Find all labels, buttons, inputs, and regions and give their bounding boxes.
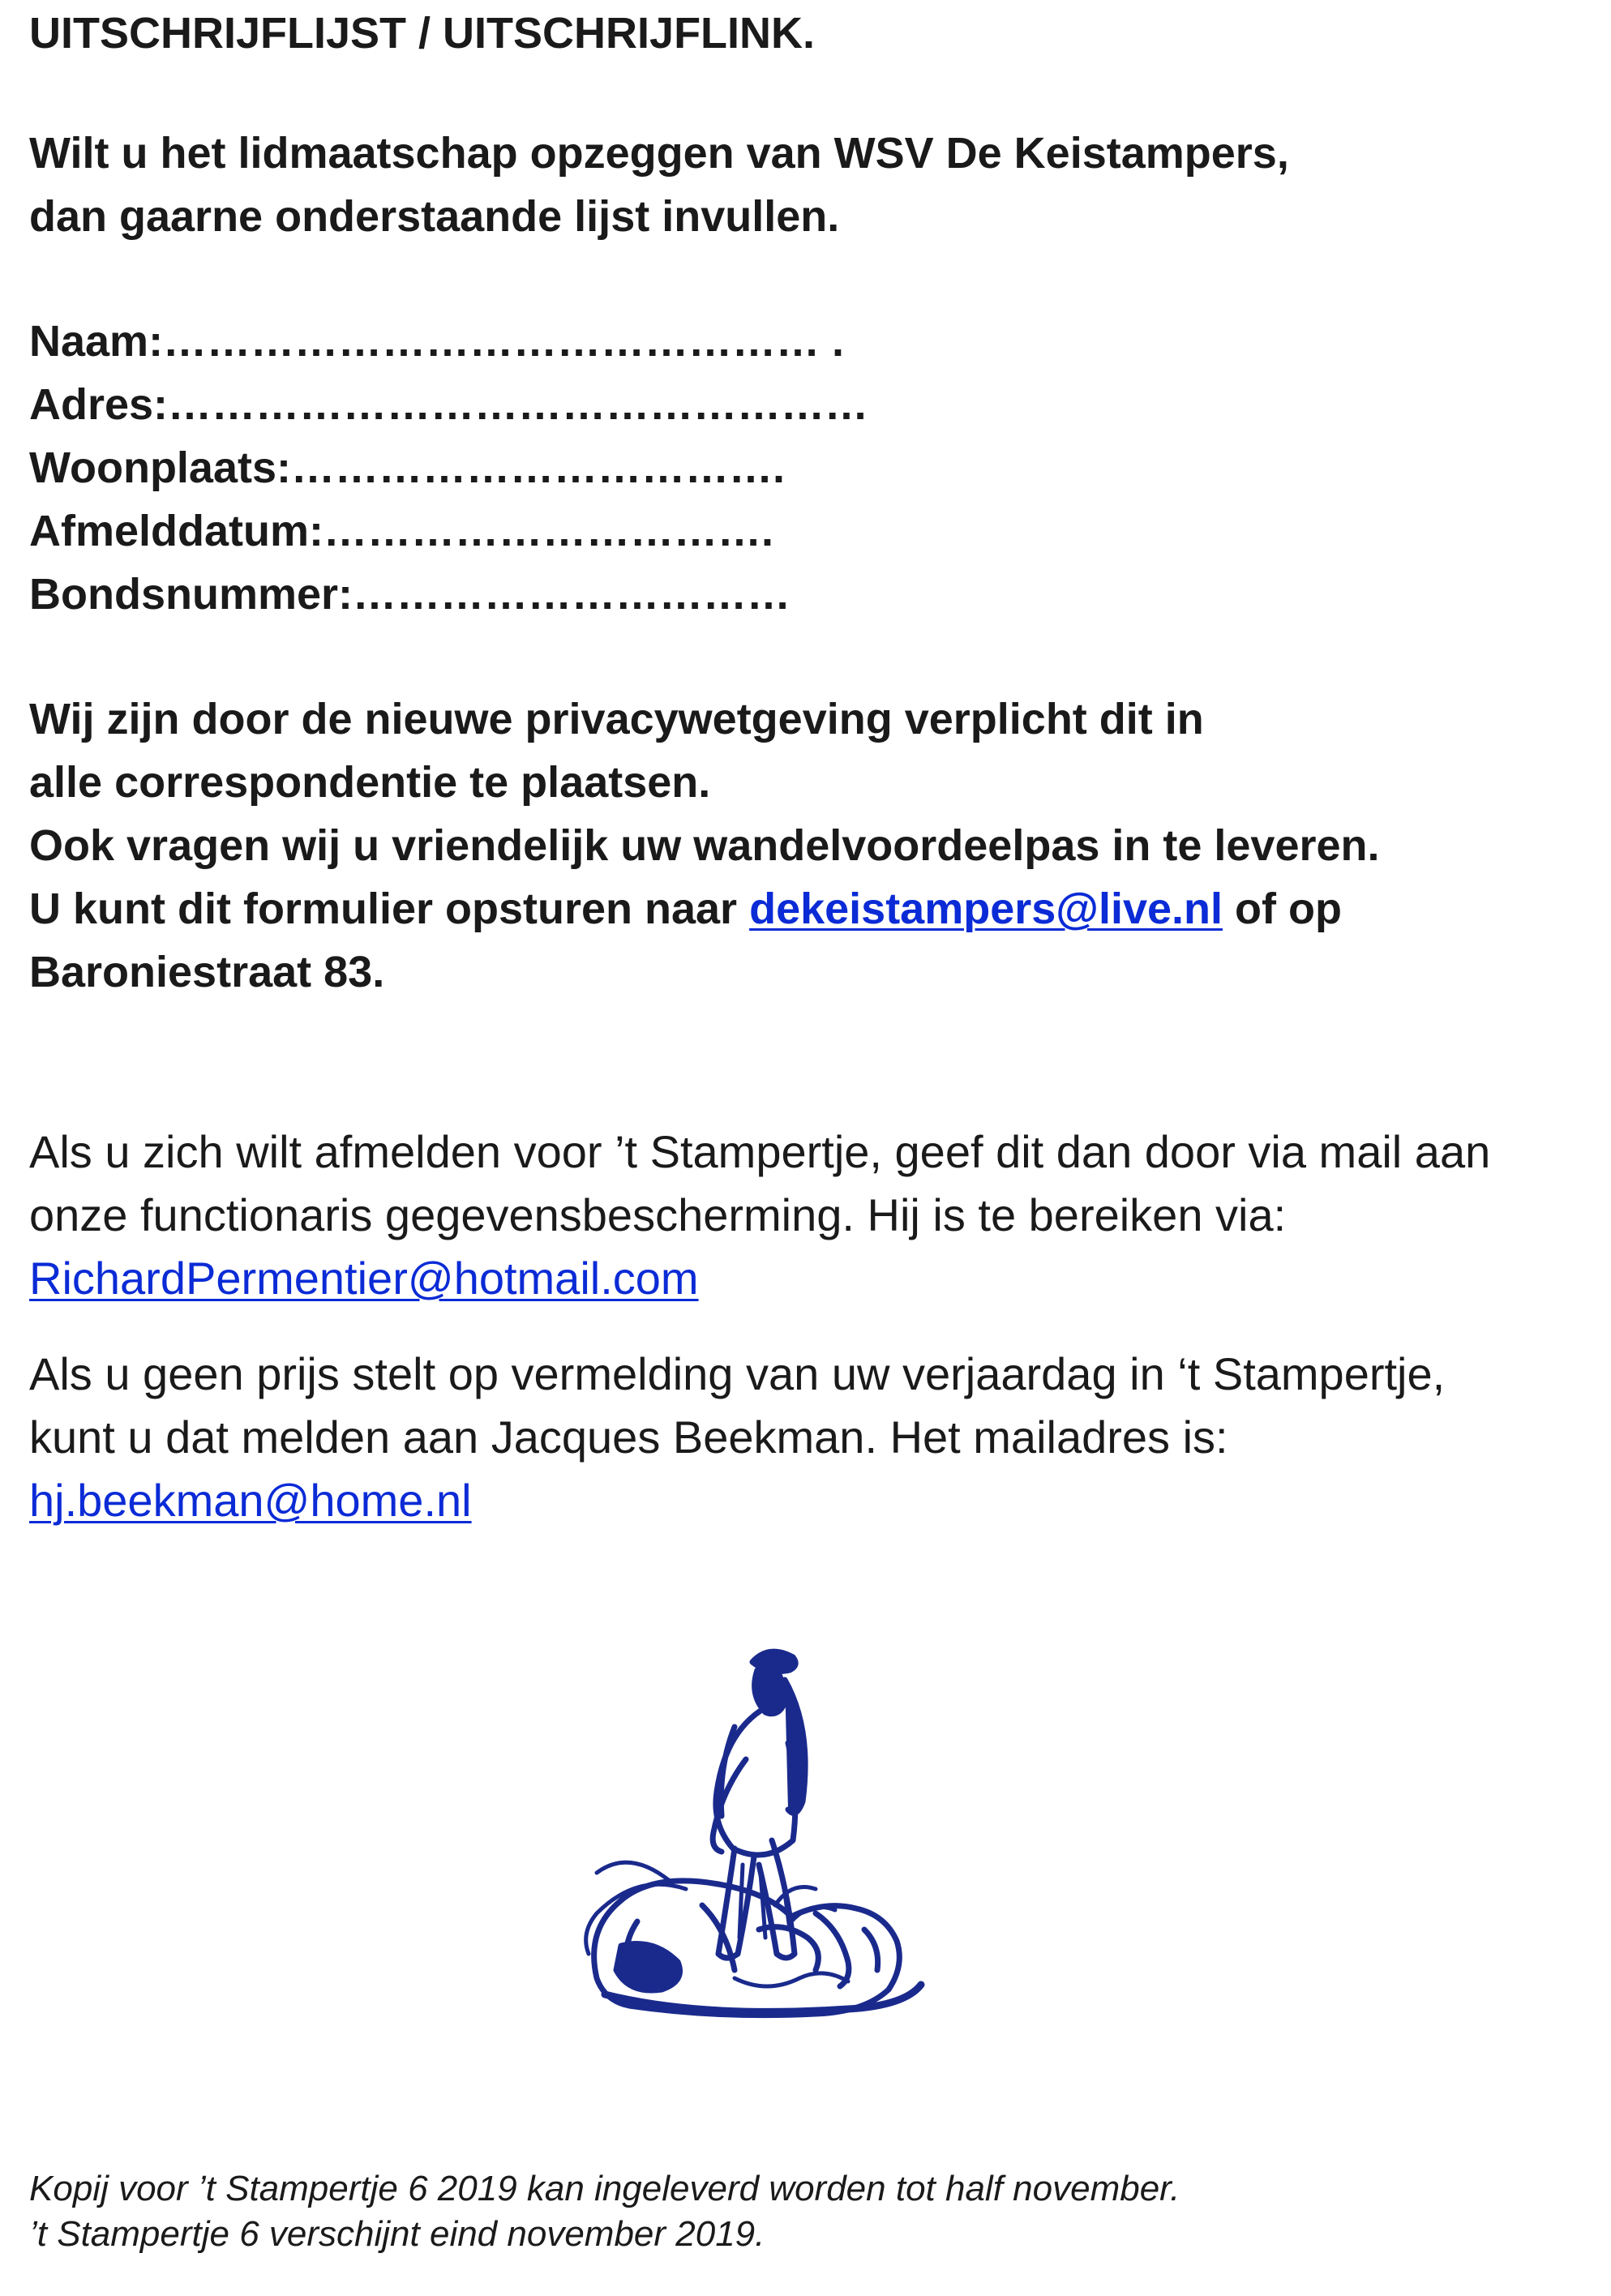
club-email-link[interactable]: dekeistampers@live.nl xyxy=(749,885,1223,933)
footer-note xyxy=(29,2166,1180,2257)
bondsnummer-field: Bondsnummer:………………………… xyxy=(29,570,791,619)
privacy-address: Baroniestraat 83. xyxy=(29,948,385,996)
privacy-paragraph xyxy=(29,688,1380,1004)
intro-line: Wilt u het lidmaatschap opzeggen van WSV De Keistampers, xyxy=(29,129,1289,178)
privacy-send-line xyxy=(29,877,1380,940)
stampertje-line: onze functionaris gegevensbescherming. Hij is te bereiken via: xyxy=(29,1189,1287,1240)
walker-with-boot-icon xyxy=(572,1638,962,2043)
birthday-line: kunt u dat melden aan Jacques Beekman. Het mailadres is: xyxy=(29,1411,1228,1463)
adres-field: Adres:………………………………………… xyxy=(29,380,869,429)
signoff-form xyxy=(29,310,868,626)
privacy-send-text-end: of op xyxy=(1223,885,1342,933)
privacy-officer-email-link[interactable]: RichardPermentier@hotmail.com xyxy=(29,1253,699,1304)
intro-paragraph xyxy=(29,122,1289,248)
afmelddatum-field: Afmelddatum:…………………………. xyxy=(29,507,773,555)
privacy-send-text: U kunt dit formulier opsturen naar xyxy=(29,885,750,933)
privacy-line: Wij zijn door de nieuwe privacywetgeving verplicht dit in xyxy=(29,695,1204,743)
birthday-paragraph xyxy=(29,1343,1445,1532)
naam-field: Naam:……………………………………… . xyxy=(29,317,845,366)
birthday-line: Als u geen prijs stelt op vermelding van uw verjaardag in ‘t Stampertje, xyxy=(29,1348,1446,1399)
document-page xyxy=(29,0,1586,2296)
woonplaats-field: Woonplaats:……………………………. xyxy=(29,443,786,492)
intro-line: dan gaarne onderstaande lijst invullen. xyxy=(29,192,840,241)
footer-line: ’t Stampertje 6 verschijnt eind november 2019. xyxy=(29,2214,765,2254)
walker-with-boot-logo xyxy=(572,1638,962,2043)
birthday-email-link[interactable]: hj.beekman@home.nl xyxy=(29,1475,472,1526)
footer-line: Kopij voor ’t Stampertje 6 2019 kan ingeleverd worden tot half november. xyxy=(29,2169,1180,2208)
stampertje-paragraph xyxy=(29,1120,1490,1310)
stampertje-line: Als u zich wilt afmelden voor ’t Stampertje, geef dit dan door via mail aan xyxy=(29,1126,1491,1177)
privacy-line: alle correspondentie te plaatsen. xyxy=(29,758,711,807)
page-title: UITSCHRIJFLIJST / UITSCHRIJFLINK. xyxy=(29,9,816,58)
privacy-line: Ook vragen wij u vriendelijk uw wandelvoordeelpas in te leveren. xyxy=(29,821,1380,870)
